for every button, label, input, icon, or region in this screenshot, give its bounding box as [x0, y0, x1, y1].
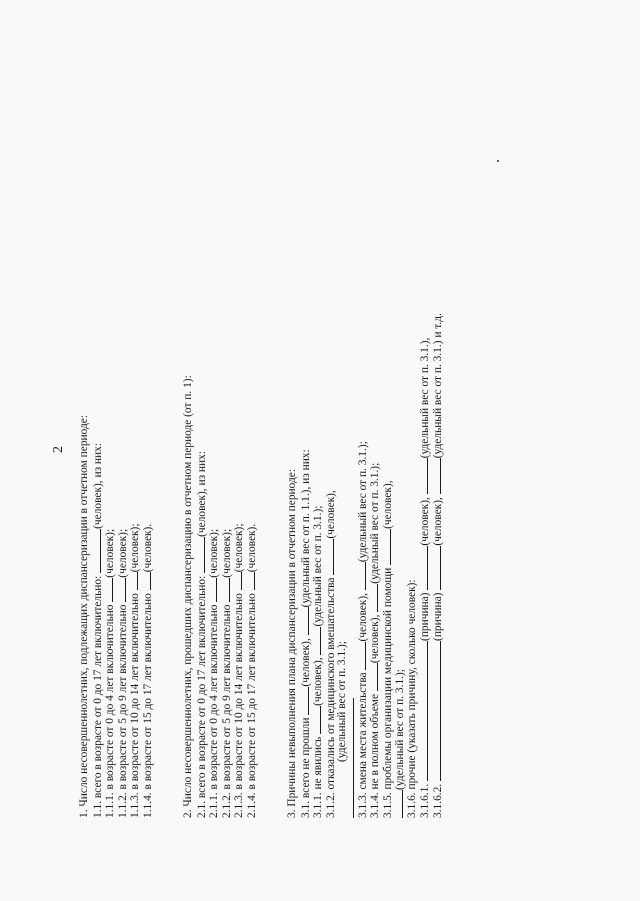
- blank-field: [245, 572, 255, 590]
- blank-field: [356, 642, 366, 670]
- label-tail: (человек),: [356, 593, 369, 642]
- blank-field: [368, 663, 378, 691]
- label-tail: (удельный вес от п. 3.1.);: [312, 505, 324, 627]
- section-1-age-15-17: [141, 58, 154, 818]
- label-tail: (удельный вес от п. 1.1.), из них:: [299, 449, 312, 608]
- blank-field: [91, 529, 101, 573]
- label: 3.1. всего не прошли: [299, 717, 312, 818]
- label-tail: (причина): [419, 592, 431, 641]
- report-form: [78, 58, 443, 818]
- label-tail: (человек);: [220, 528, 233, 578]
- blank-field: [141, 572, 151, 590]
- section-3-total-line: [299, 58, 312, 818]
- label: 3.1.5. проблемы организации медицинской помощи: [381, 567, 394, 818]
- section-2-age-15-17: [245, 58, 258, 818]
- section-3-refused: [324, 58, 337, 818]
- label-tail: (удельный вес от п. 3.1.);: [356, 441, 369, 563]
- section-1-age-5-9: [116, 58, 129, 818]
- blank-field: [418, 458, 428, 494]
- label-tail: (человек);: [116, 528, 129, 578]
- label: 1.1.3. в возрасте от 10 до 14 лет включительно: [129, 593, 141, 818]
- blank-field: [207, 578, 217, 602]
- section-2-age-5-9: [220, 58, 233, 818]
- label-tail: (человек),: [369, 614, 381, 664]
- label: 1.1.2. в возрасте от 5 до 9 лет включительно: [116, 604, 129, 818]
- label: 1.1.4. в возрасте от 15 до 17 лет включительно: [141, 593, 154, 818]
- blank-field: [418, 546, 428, 590]
- blank-field: [195, 537, 205, 573]
- label: 2.1.2. в возрасте от 5 до 9 лет включительно: [220, 604, 233, 818]
- section-2-age-0-4: [207, 58, 220, 818]
- blank-field: [311, 627, 321, 655]
- label-tail: (человек);: [104, 528, 116, 578]
- label-tail: (удельный вес от п. 3.1.),: [419, 337, 431, 459]
- section-3-not-appeared: [311, 58, 324, 818]
- section-3-organization-share: [393, 58, 406, 818]
- blank-field: [431, 546, 441, 590]
- label: 3.1.1. не явились: [312, 736, 324, 818]
- section-3-organization-problems: [381, 58, 394, 818]
- label-tail: (человек);: [233, 523, 245, 573]
- label: 2.1.4. в возрасте от 15 до 17 лет включительно: [245, 593, 258, 818]
- blank-field: [299, 607, 309, 635]
- section-1-heading: 1. Число несовершеннолетних, подлежащих диспансеризации в отчетном периоде:: [78, 414, 90, 818]
- label-tail: (удельный вес от п. 3.1.) и т.д.: [431, 313, 444, 459]
- label-tail: (человек),: [312, 657, 324, 706]
- label: 2.1.1. в возрасте от 0 до 4 лет включительно: [208, 604, 220, 818]
- section-2-heading: 2. Число несовершеннолетних, прошедших диспансеризацию в отчетном периоде (от п. 1):: [182, 375, 194, 818]
- label-tail: (человек).: [141, 523, 154, 573]
- blank-field: [299, 687, 309, 715]
- section-3-other-2: [431, 58, 444, 818]
- label: 1.1.1. в возрасте от 0 до 4 лет включительно: [104, 604, 116, 818]
- blank-field: [128, 572, 138, 590]
- blank-field: [356, 562, 366, 590]
- section-1-age-10-14: [128, 58, 141, 818]
- label-tail: (человек), из них:: [195, 451, 208, 537]
- blank-field: [393, 790, 403, 818]
- blank-field: [311, 706, 321, 734]
- label: 3.1.2. отказались от медицинского вмешательства: [324, 577, 337, 818]
- label: (удельный вес от п. 3.1.);: [336, 641, 348, 762]
- label-tail: (человек).: [245, 523, 258, 573]
- blank-field: [431, 458, 441, 494]
- label-tail: (человек),: [419, 497, 431, 546]
- blank-field: [368, 584, 378, 612]
- label-tail: (причина): [431, 592, 444, 641]
- label: 3.1.3. смена места жительства: [356, 672, 369, 818]
- blank-field: [220, 578, 230, 602]
- blank-field: [103, 578, 113, 602]
- blank-field: [381, 529, 391, 565]
- label: 3.1.4. не в полном объеме: [369, 693, 381, 818]
- label: 1.1. всего в возрасте от 0 до 17 лет включительно:: [91, 575, 104, 818]
- label-tail: (человек), из них:: [91, 443, 104, 529]
- label-tail: (человек);: [208, 528, 220, 578]
- label-tail: (человек),: [381, 480, 394, 529]
- section-1-total-line: [91, 58, 104, 818]
- section-1-age-0-4: [103, 58, 116, 818]
- section-3-other: [406, 58, 419, 818]
- label: 3.1.6. прочие (указать причину, сколько человек):: [405, 579, 418, 818]
- label-tail: (человек),: [431, 497, 444, 546]
- label: 3.1.6.1.: [419, 783, 431, 818]
- label-tail: (человек);: [129, 523, 141, 573]
- scan-speck: [497, 160, 499, 162]
- blank-field: [324, 539, 334, 575]
- label: 2.1. всего в возрасте от 0 до 17 лет включительно:: [195, 575, 208, 818]
- label: (удельный вес от п. 3.1.);: [394, 669, 406, 790]
- label-tail: (человек),: [299, 638, 312, 687]
- blank-field: [431, 641, 441, 781]
- label-tail: (человек),: [324, 490, 337, 539]
- blank-field: [232, 572, 242, 590]
- label: 2.1.3. в возрасте от 10 до 14 лет включительно: [233, 593, 245, 818]
- section-3-refused-share: [336, 58, 349, 818]
- page-number: 2: [51, 446, 66, 453]
- label: 3.1.6.2.: [431, 783, 444, 818]
- divider: [353, 698, 354, 818]
- section-3-moved: [356, 58, 369, 818]
- section-3-heading: 3. Причины невыполнения плана диспансеризации в отчетном периоде:: [286, 469, 298, 818]
- label-tail: (удельный вес от п. 3.1.);: [369, 462, 381, 584]
- section-2-total-line: [195, 58, 208, 818]
- section-3-incomplete: [368, 58, 381, 818]
- section-2-age-10-14: [232, 58, 245, 818]
- blank-field: [418, 641, 428, 781]
- blank-field: [116, 578, 126, 602]
- section-3-other-1: [418, 58, 431, 818]
